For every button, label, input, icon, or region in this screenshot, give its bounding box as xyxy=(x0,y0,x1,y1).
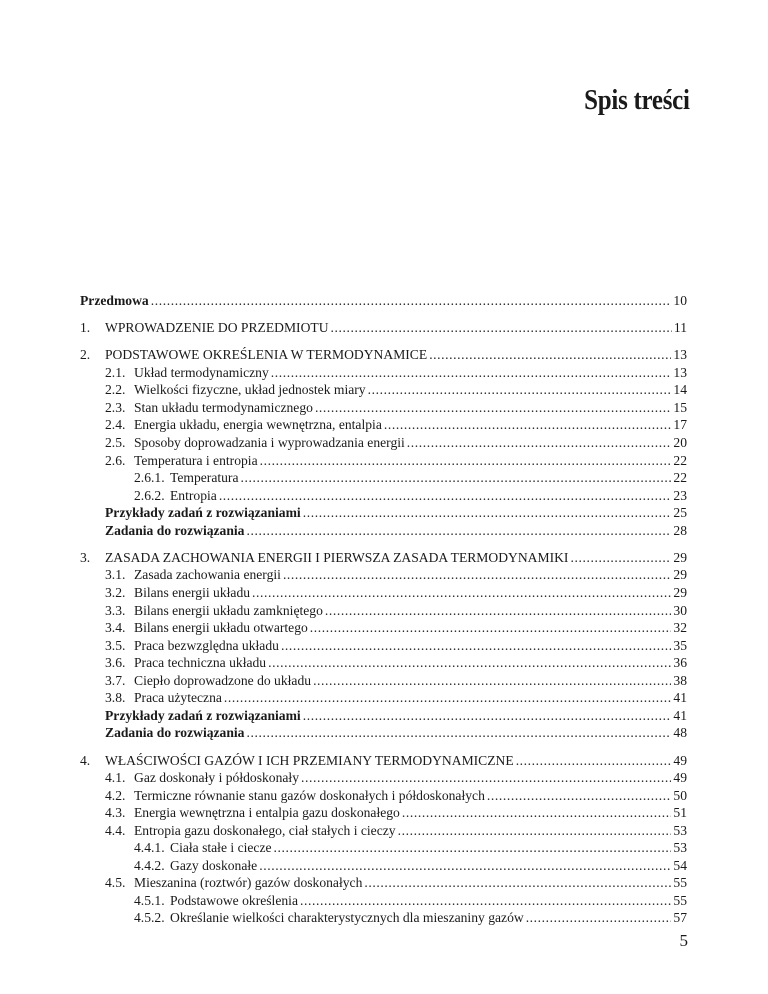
toc-leader-dots xyxy=(246,522,671,540)
toc-entry-label: Gaz doskonały i półdoskonały xyxy=(134,770,299,786)
toc-entry-number: 2.5. xyxy=(105,435,126,451)
toc-entry-page: 53 xyxy=(673,822,687,838)
toc-entry xyxy=(80,874,687,892)
toc-entry xyxy=(80,416,687,434)
toc-leader-dots xyxy=(407,434,672,452)
toc-leader-dots xyxy=(303,504,672,522)
toc-entry-number: 4.4.2. xyxy=(134,857,165,873)
toc-entry xyxy=(80,857,687,875)
toc-entry xyxy=(80,654,687,672)
toc-entry-label: WPROWADZENIE DO PRZEDMIOTU xyxy=(105,320,329,336)
toc-entry xyxy=(80,522,687,540)
toc-entry-label: Bilans energii układu xyxy=(134,584,251,600)
toc-entry-page: 23 xyxy=(673,487,687,503)
toc-entry-page: 22 xyxy=(673,470,687,486)
toc-entry-page: 38 xyxy=(673,672,687,688)
toc-entry-label: Temperatura i entropia xyxy=(134,452,258,468)
toc-entry-label: Ciepło doprowadzone do układu xyxy=(134,672,312,688)
toc-entry-page: 54 xyxy=(673,857,687,873)
toc-entry-label: Zadania do rozwiązania xyxy=(105,725,245,741)
toc-leader-dots xyxy=(526,909,672,927)
toc-entry-label: WŁAŚCIWOŚCI GAZÓW I ICH PRZEMIANY TERMODYNAMICZNE xyxy=(105,752,514,768)
toc-entry-label: Przykłady zadań z rozwiązaniami xyxy=(105,505,301,521)
toc-leader-dots xyxy=(301,769,671,787)
toc-entry-label: Stan układu termodynamicznego xyxy=(134,399,313,415)
toc-entry xyxy=(80,672,687,690)
toc-entry xyxy=(80,434,687,452)
toc-entry-page: 13 xyxy=(673,347,687,363)
toc-entry xyxy=(80,399,687,417)
toc-entry-page: 29 xyxy=(673,584,687,600)
toc-entry-number: 2.6.1. xyxy=(134,470,165,486)
toc-entry-page: 11 xyxy=(673,320,687,336)
toc-entry-label: Energia wewnętrzna i entalpia gazu doskonałego xyxy=(134,805,400,821)
toc-entry-number: 3.1. xyxy=(105,567,126,583)
toc-entry xyxy=(80,752,687,770)
toc-entry-page: 20 xyxy=(673,435,687,451)
toc-entry-label: Bilans energii układu zamkniętego xyxy=(134,602,323,618)
toc-leader-dots xyxy=(310,619,672,637)
toc-entry-label: Praca techniczna układu xyxy=(134,655,267,671)
toc-entry-page: 32 xyxy=(673,620,687,636)
toc-entry xyxy=(80,584,687,602)
toc-leader-dots xyxy=(429,346,671,364)
toc-entry-number: 4.5.2. xyxy=(134,910,165,926)
toc-entry-label: PODSTAWOWE OKREŚLENIA W TERMODYNAMICE xyxy=(105,347,428,363)
toc-entry-page: 22 xyxy=(673,452,687,468)
toc-entry-page: 36 xyxy=(673,655,687,671)
toc-entry xyxy=(80,619,687,637)
toc-entry-page: 13 xyxy=(673,364,687,380)
toc-entry-number: 4.4. xyxy=(105,822,126,838)
toc-entry-label: Temperatura xyxy=(170,470,239,486)
toc-entry-label: Praca użyteczna xyxy=(134,690,222,706)
toc-entry-page: 55 xyxy=(673,892,687,908)
toc-entry-number: 3.5. xyxy=(105,637,126,653)
toc-entry-number: 2. xyxy=(80,347,91,363)
toc-entry-number: 3.2. xyxy=(105,584,126,600)
toc-entry xyxy=(80,504,687,522)
toc-entry-label: Przykłady zadań z rozwiązaniami xyxy=(105,707,301,723)
toc-entry xyxy=(80,549,687,567)
toc-entry xyxy=(80,346,687,364)
toc-leader-dots xyxy=(325,602,672,620)
toc-entry-page: 49 xyxy=(673,752,687,768)
toc-entry-page: 15 xyxy=(673,399,687,415)
toc-leader-dots xyxy=(283,566,671,584)
toc-leader-dots xyxy=(274,839,672,857)
toc-entry xyxy=(80,292,687,310)
toc-entry-page: 30 xyxy=(673,602,687,618)
toc-entry-page: 48 xyxy=(673,725,687,741)
toc-entry-label: Zasada zachowania energii xyxy=(134,567,281,583)
toc-entry xyxy=(80,707,687,725)
toc-entry-number: 4.5.1. xyxy=(134,892,165,908)
toc-entry-number: 3.4. xyxy=(105,620,126,636)
toc-entry xyxy=(80,381,687,399)
toc-entry xyxy=(80,452,687,470)
toc-entry-page: 29 xyxy=(673,549,687,565)
toc-entry-number: 2.3. xyxy=(105,399,126,415)
toc-entry xyxy=(80,724,687,742)
toc-entry-label: Entropia xyxy=(170,487,217,503)
toc-entry xyxy=(80,689,687,707)
toc-entry-label: Sposoby doprowadzania i wyprowadzania energii xyxy=(134,435,405,451)
toc-leader-dots xyxy=(300,892,671,910)
toc-entry xyxy=(80,787,687,805)
toc-entry-page: 28 xyxy=(673,522,687,538)
toc-entry-page: 51 xyxy=(673,805,687,821)
toc-entry-label: Wielkości fizyczne, układ jednostek miary xyxy=(134,382,366,398)
page-number: 5 xyxy=(679,931,688,950)
toc-leader-dots xyxy=(516,752,672,770)
toc-leader-dots xyxy=(303,707,672,725)
toc-entry-page: 57 xyxy=(673,910,687,926)
toc-entry-label: Termiczne równanie stanu gazów doskonałych i półdoskonałych xyxy=(134,787,485,803)
toc-entry-page: 55 xyxy=(673,875,687,891)
toc-entry-page: 10 xyxy=(673,293,687,308)
toc-entry-page: 53 xyxy=(673,840,687,856)
toc-entry-number: 2.6. xyxy=(105,452,126,468)
toc-entry xyxy=(80,469,687,487)
toc-entry-number: 4.3. xyxy=(105,805,126,821)
toc-entry-page: 49 xyxy=(673,770,687,786)
toc-entry-number: 2.1. xyxy=(105,364,126,380)
toc-entry-label: Praca bezwzględna układu xyxy=(134,637,279,653)
toc-entry-number: 2.2. xyxy=(105,382,126,398)
toc-entry-page: 29 xyxy=(673,567,687,583)
toc-leader-dots xyxy=(219,487,672,505)
toc-leader-dots xyxy=(384,416,672,434)
toc-entry-label: Gazy doskonałe xyxy=(170,857,258,873)
toc-entry-label: Określanie wielkości charakterystycznych dla mieszaniny gazów xyxy=(170,910,524,926)
toc-entry-number: 3.8. xyxy=(105,690,126,706)
toc-entry-label: Entropia gazu doskonałego, ciał stałych i cieczy xyxy=(134,822,396,838)
toc-entry-number: 1. xyxy=(80,320,91,336)
toc-entry xyxy=(80,602,687,620)
toc-leader-dots xyxy=(151,292,672,310)
table-of-contents xyxy=(80,292,687,927)
toc-leader-dots xyxy=(368,381,672,399)
toc-leader-dots xyxy=(315,399,671,417)
toc-leader-dots xyxy=(570,549,671,567)
toc-entry-number: 3. xyxy=(80,549,91,565)
toc-entry-label: Mieszanina (roztwór) gazów doskonałych xyxy=(134,875,363,891)
toc-entry xyxy=(80,892,687,910)
toc-entry-label: Układ termodynamiczny xyxy=(134,364,269,380)
toc-entry xyxy=(80,637,687,655)
toc-entry xyxy=(80,909,687,927)
toc-entry-number: 4. xyxy=(80,752,91,768)
toc-leader-dots xyxy=(271,364,672,382)
toc-entry-page: 50 xyxy=(673,787,687,803)
toc-entry-label: Ciała stałe i ciecze xyxy=(170,840,272,856)
toc-leader-dots xyxy=(259,857,671,875)
toc-entry xyxy=(80,804,687,822)
toc-leader-dots xyxy=(224,689,671,707)
toc-leader-dots xyxy=(246,724,671,742)
toc-entry-number: 4.1. xyxy=(105,770,126,786)
toc-entry-label: Podstawowe określenia xyxy=(170,892,298,908)
toc-entry-number: 4.2. xyxy=(105,787,126,803)
toc-entry-label: Energia układu, energia wewnętrzna, entalpia xyxy=(134,417,382,433)
toc-entry-number: 2.4. xyxy=(105,417,126,433)
toc-leader-dots xyxy=(252,584,671,602)
toc-entry xyxy=(80,364,687,382)
toc-entry-label: Zadania do rozwiązania xyxy=(105,522,245,538)
toc-entry-number: 2.6.2. xyxy=(134,487,165,503)
toc-entry xyxy=(80,319,687,337)
toc-entry-number: 4.4.1. xyxy=(134,840,165,856)
toc-entry xyxy=(80,487,687,505)
toc-entry-number: 3.3. xyxy=(105,602,126,618)
toc-leader-dots xyxy=(331,319,672,337)
toc-leader-dots xyxy=(364,874,671,892)
toc-leader-dots xyxy=(402,804,672,822)
toc-entry-page: 14 xyxy=(673,382,687,398)
toc-leader-dots xyxy=(398,822,672,840)
toc-entry-number: 4.5. xyxy=(105,875,126,891)
toc-entry xyxy=(80,566,687,584)
toc-entry xyxy=(80,822,687,840)
toc-entry-label: Bilans energii układu otwartego xyxy=(134,620,308,636)
toc-entry-number: 3.7. xyxy=(105,672,126,688)
page-title: Spis treści xyxy=(584,84,690,116)
toc-entry xyxy=(80,769,687,787)
toc-entry-label: Przedmowa xyxy=(80,293,149,308)
toc-entry-page: 41 xyxy=(673,707,687,723)
toc-leader-dots xyxy=(487,787,672,805)
toc-leader-dots xyxy=(313,672,671,690)
toc-entry-label: ZASADA ZACHOWANIA ENERGII I PIERWSZA ZASADA TERMODYNAMIKI xyxy=(105,549,569,565)
toc-leader-dots xyxy=(281,637,671,655)
toc-entry-page: 17 xyxy=(673,417,687,433)
toc-leader-dots xyxy=(241,469,672,487)
toc-entry-number: 3.6. xyxy=(105,655,126,671)
toc-entry xyxy=(80,839,687,857)
toc-entry-page: 25 xyxy=(673,505,687,521)
toc-leader-dots xyxy=(268,654,671,672)
toc-entry-page: 41 xyxy=(673,690,687,706)
toc-entry-page: 35 xyxy=(673,637,687,653)
toc-leader-dots xyxy=(260,452,672,470)
